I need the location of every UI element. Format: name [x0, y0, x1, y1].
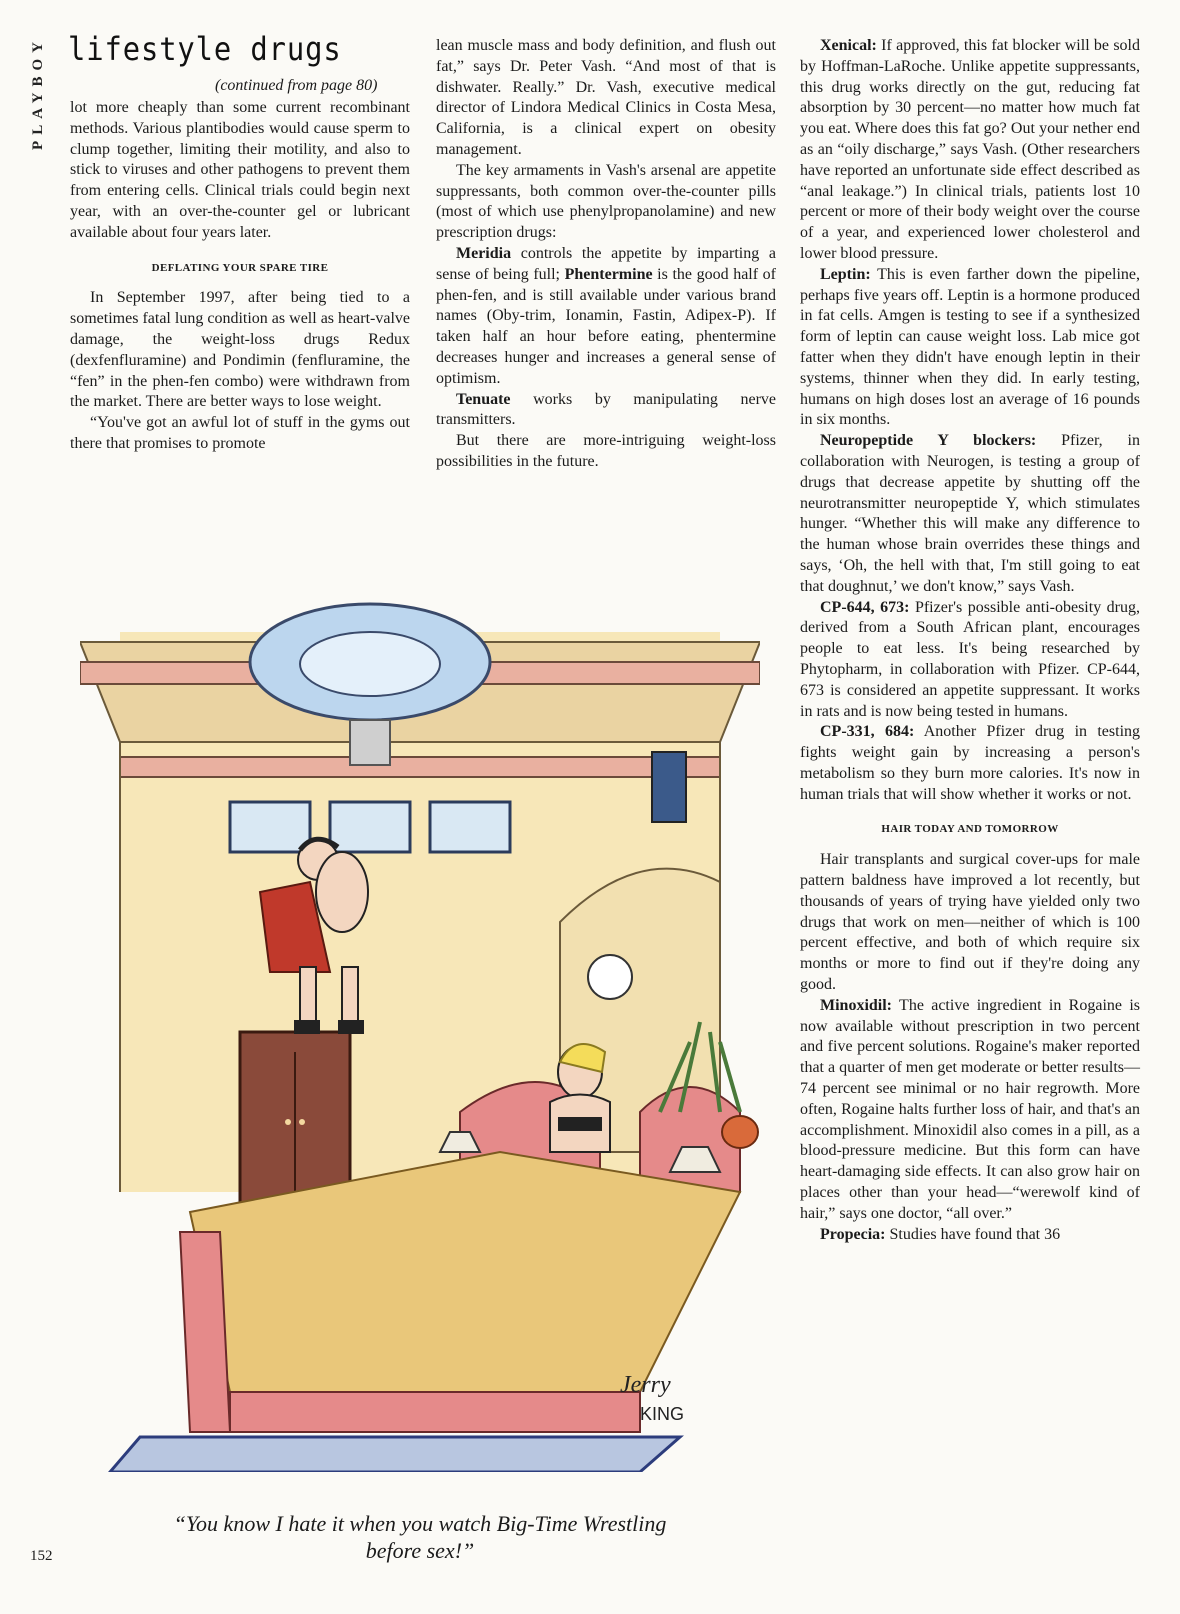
lamp-stem — [350, 720, 390, 765]
floor-rug — [110, 1437, 680, 1472]
paragraph-text: Another Pfizer drug in testing fights weight gain by increasing a person's metabolism so they burn more calories. It's now in human trials that will show whether it works or not. — [800, 723, 1141, 803]
column-3 — [800, 36, 1140, 1245]
drug-name-cp644: CP-644, 673: — [820, 598, 910, 616]
drug-name-tenuate: Tenuate — [456, 390, 511, 408]
window — [430, 802, 510, 852]
drug-name-meridia: Meridia — [456, 244, 512, 262]
wall-clock — [588, 955, 632, 999]
page-number: 152 — [30, 1548, 53, 1564]
paragraph-text: This is even farther down the pipeline, perhaps five years off. Leptin is a hormone produced in fat cells. Amgen is testing to see if a synthesized form of leptin can cause weight loss. Lab mice got fatter when they didn't have enough leptin in their systems, thinner when they did. In early testing, humans on high doses lost an average of 16 pounds in six months. — [800, 265, 1140, 429]
signature-last: KING — [640, 1404, 685, 1424]
paragraph-text: is the good half of phen-fen, and is still available under various brand names (Oby-trim, Ionamin, Fastin, Adipex-P). If taken half an hour before eating, phentermine decreases hunger and increases a general sense of optimism. — [436, 265, 776, 387]
drug-name-propecia: Propecia: — [820, 1225, 886, 1243]
column-2 — [436, 36, 776, 473]
paragraph — [436, 390, 776, 432]
paragraph: But there are more-intriguing weight-loss possibilities in the future. — [436, 432, 776, 470]
drug-name-neuropeptide: Neuropeptide Y blockers: — [820, 432, 1037, 450]
paragraph-text: Studies have found that 36 — [885, 1225, 1061, 1243]
continued-note: (continued from page 80) — [215, 77, 378, 94]
paragraph — [800, 1225, 1140, 1246]
bed-footboard — [230, 1392, 640, 1432]
paragraph — [800, 36, 1140, 265]
paragraph — [800, 431, 1140, 597]
paragraph: In September 1997, after being tied to a sometimes fatal lung condition as well as heart-valve damage, the weight-loss drugs Redux (dexfenfluramine) and Pondimin (fenfluramine, the “fen” in the phen-fen combo) were withdrawn from the market. There are better ways to lose weight. — [70, 289, 410, 411]
ceiling-lamp-inner — [300, 632, 440, 696]
paragraph-text: Pfizer's possible anti-obesity drug, derived from a South African plant, encourages people to eat less. It's being researched by Phytopharm, in collaboration with Pfizer. CP-644, 673 is considered an appetite suppressant. It works in rats and is now being tested in humans. — [800, 598, 1141, 720]
paragraph — [800, 996, 1140, 1225]
column-1 — [70, 98, 410, 455]
wall-picture — [652, 752, 686, 822]
drug-name-cp331: CP-331, 684: — [820, 723, 915, 741]
paragraph-text: Pfizer, in collaboration with Neurogen, is testing a group of drugs that decrease appetite by shutting off the neurotransmitter neuropeptide Y, which stimulates hunger. “Whether this will make any difference to the human whose brain overrides these things and says, ‘Oh, the hell with that, I'm still going to eat that doughnut,’ we don't know,” says Vash. — [800, 432, 1140, 595]
paragraph-text: controls the appetite by imparting a sense of being full; — [436, 244, 776, 283]
cartoon-illustration — [80, 592, 760, 1472]
drug-name-xenical: Xenical: — [820, 37, 877, 54]
drug-name-leptin: Leptin: — [820, 265, 871, 283]
paragraph-text: The active ingredient in Rogaine is now available without prescription in two percent and five percent solutions. Rogaine's maker reported that a quarter of men get moderate or better results—74 percent see minimal or no hair regrowth. More often, Rogaine halts further loss of hair, and that's an accomplishment. Minoxidil also comes in a pill, as a blood-pressure medicine. But this form can have heart-damaging side effects. It can also grow hair on places other than your head—“werewolf kind of hair,” says one doctor, “all over.” — [800, 996, 1140, 1222]
paragraph: The key armaments in Vash's arsenal are appetite suppressants, both common over-the-counter pills (most of which use phenylpropanolamine) and new prescription drugs: — [436, 161, 776, 242]
drug-name-minoxidil: Minoxidil: — [820, 996, 893, 1014]
ceiling-beam — [120, 757, 720, 777]
paragraph — [800, 722, 1140, 805]
bed-post — [180, 1232, 230, 1432]
sideline-playboy: PLAYBOY — [30, 36, 46, 150]
subhead-hair: HAIR TODAY AND TOMORROW — [881, 823, 1059, 836]
paragraph-text: works by manipulating nerve transmitters. — [436, 390, 776, 429]
window — [230, 802, 310, 852]
paragraph-text: If approved, this fat blocker will be sold by Hoffman-LaRoche. Unlike appetite suppressants, this drug works directly on the gut, reducing fat absorption by 30 percent—no matter how much fat you eat. Where does this fat go? Out your nether end as an “oily discharge,” says Vash. (Other researchers have reported an unfortunate side effect described as “anal leakage.”) In clinical trials, patients lost 10 percent or more of their body weight over the course of a year, and experienced lower cholesterol and lower blood pressure. — [800, 37, 1140, 262]
paragraph — [436, 244, 776, 390]
subhead-spare-tire: DEFLATING YOUR SPARE TIRE — [151, 261, 329, 274]
paragraph: Hair transplants and surgical cover-ups for male pattern baldness have improved a lot recently, but thousands of years of trying have yielded only two drugs that work on men—neither of which is 100 percent effective, and both of which require six months or more to find out if they're doing any good. — [800, 851, 1140, 994]
paragraph: “You've got an awful lot of stuff in the gyms out there that promises to promote — [70, 414, 410, 452]
signature-first: Jerry — [620, 1372, 671, 1398]
section-title: lifestyle drugs — [68, 30, 342, 68]
paragraph — [800, 598, 1140, 723]
paragraph — [800, 265, 1140, 431]
cartoon-caption: “You know I hate it when you watch Big-Time Wrestling before sex!” — [173, 1511, 667, 1563]
paragraph: lot more cheaply than some current recombinant methods. Various plantibodies would cause sperm to clump together, limiting their motility, and also to stick to viruses and other pathogens to prevent them from entering cells. Clinical trials could begin next year, with an over-the-counter gel or lubricant available about four years later. — [70, 99, 410, 241]
window — [330, 802, 410, 852]
drug-name-phentermine: Phentermine — [564, 265, 653, 283]
paragraph: lean muscle mass and body definition, and flush out fat,” says Dr. Peter Vash. “And most of that is dishwater. Really.” Dr. Vash, executive medical director of Lindora Medical Clinics in Costa Mesa, California, is a clinical expert on obesity management. — [436, 37, 776, 158]
